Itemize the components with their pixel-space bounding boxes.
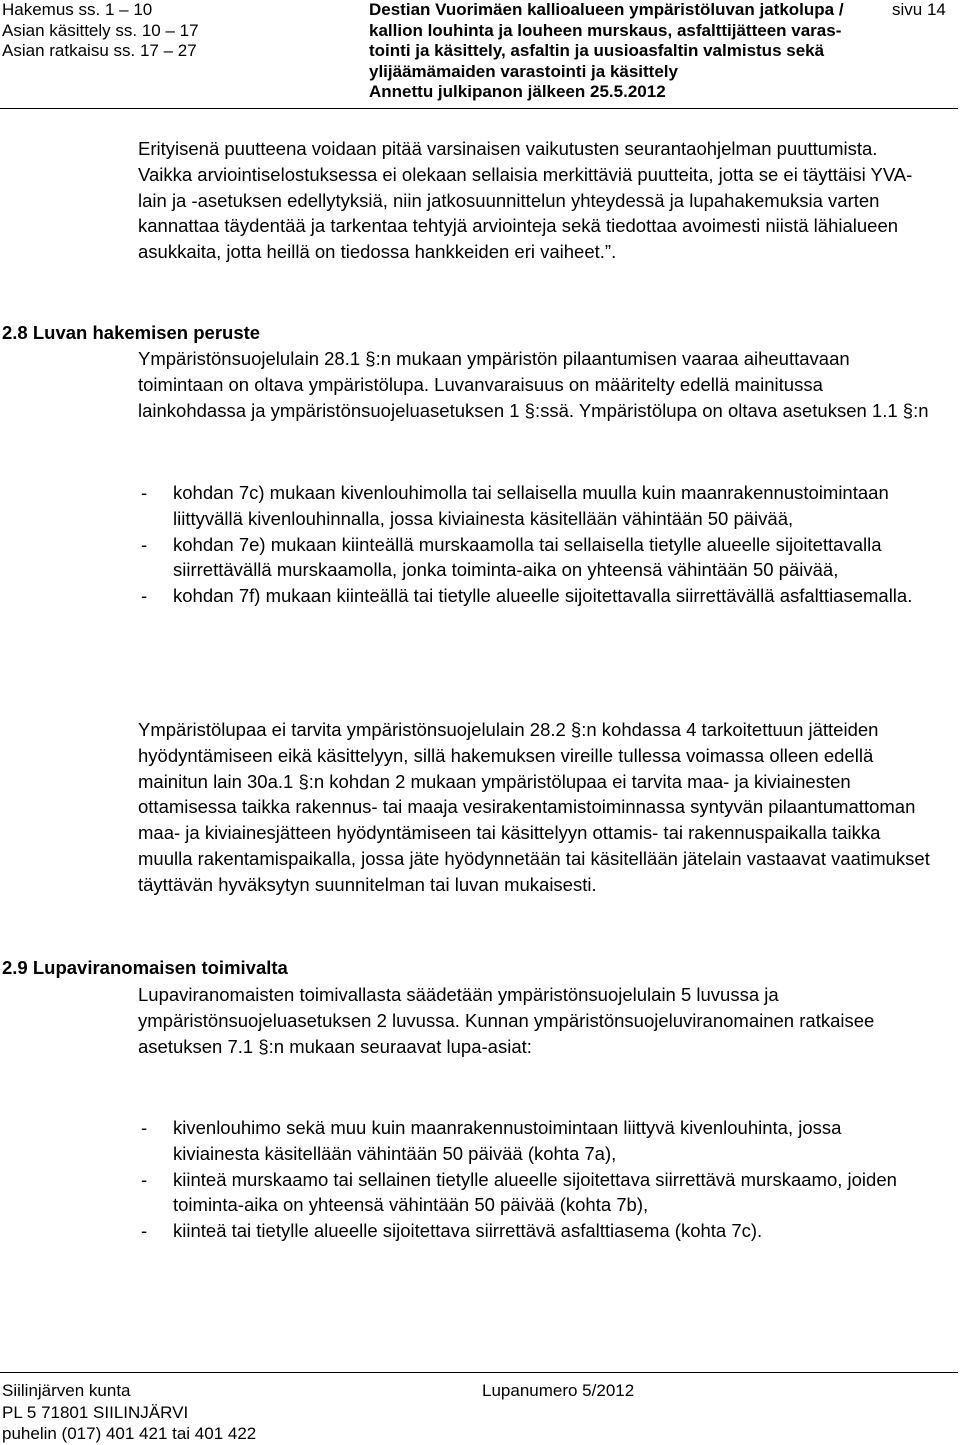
- section-2-8-paragraph: Ympäristönsuojelulain 28.1 §:n mukaan ympäristön pilaantumisen vaaraa aiheuttavaan toimintaan on oltava ympäristölupa. Luvanvaraisuus on määritelty edellä mainitussa lainkohdassa ja ympäristönsuojeluasetuksen 1 §:ssä. Ympäristölupa on oltava asetuksen 1.1 §:n: [138, 348, 929, 421]
- section-heading-2-8: 2.8 Luvan hakemisen peruste: [2, 322, 261, 343]
- list-item: - kohdan 7e) mukaan kiinteällä murskaamolla tai sellaisella tietylle alueelle sijoitettavalla siirrettävällä murskaamolla, jonka toiminta-aika on yhteensä vähintään 50 päivää,: [138, 532, 934, 584]
- footer-address: [2, 1380, 256, 1445]
- header-title-line: tointi ja käsittely, asfaltin ja uusioasfaltin valmistus sekä: [369, 41, 825, 60]
- list-item: - kohdan 7f) mukaan kiinteällä tai tietylle alueelle sijoitettavalla siirrettävällä asfalttiasemalla.: [138, 583, 934, 609]
- intro-paragraph: Erityisenä puutteena voidaan pitää varsinaisen vaikutusten seurantaohjelman puuttumista. Vaikka arviointiselostuksessa ei olekaan sellaisia merkittäviä puutteita, jotta se ei täyttäisi YVA-lain ja -asetuksen edellytyksiä, niin jatkosuunnittelun yhteydessä ja lupahakemuksia varten kannattaa täydentää ja tarkentaa tehtyjä arviointeja sekä tiedottaa avoimesti niistä lähialueen asukkaita, jotta heillä on tiedossa hankkeiden eri vaiheet.”.: [138, 138, 913, 263]
- section-2-9-list-block: [138, 1115, 928, 1244]
- header-index-line: Hakemus ss. 1 – 10: [2, 0, 153, 19]
- footer-divider: [0, 1372, 958, 1373]
- section-2-9-paragraph-block: [138, 982, 934, 1059]
- header-title-line: ylijäämämaiden varastointi ja käsittely: [369, 61, 678, 81]
- page-number: sivu 14: [892, 0, 946, 19]
- section-2-8-list: [138, 480, 934, 609]
- header-title-line: Annettu julkipanon jälkeen 25.5.2012: [369, 82, 666, 101]
- header-title-line: kallion louhinta ja louheen murskaus, asfalttijätteen varas-: [369, 20, 842, 40]
- list-item: - kohdan 7c) mukaan kivenlouhimolla tai sellaisella muulla kuin maanrakennustoimintaan liittyvällä kivenlouhinnalla, jossa kiviainesta käsitellään vähintään 50 päivää,: [138, 480, 934, 532]
- section-2-8-paragraph-2: Ympäristölupaa ei tarvita ympäristönsuojelulain 28.2 §:n kohdassa 4 tarkoitettuun jätteiden hyödyntämiseen eikä käsittelyyn, sillä hakemuksen vireille tullessa voimassa olleen edellä mainitun lain 30a.1 §:n kohdan 2 mukaan ympäristölupaa ei tarvita maa- ja kiviainesten ottamisessa taikka rakennus- tai maaja vesirakentamistoiminnassa syntyvän pilaantumattoman maa- ja kiviainesjätteen hyödyntämiseen tai käsittelyyn ottamis- tai rakennuspaikalla taikka muulla rakentamispaikalla, jossa jäte hyödynnetään tai käsitellään jätelain vastaavat vaatimukset täyttävän hyväksytyn suunnitelman tai luvan mukaisesti.: [138, 719, 930, 895]
- header-section-index: [2, 0, 199, 62]
- header-index-line: Asian käsittely ss. 10 – 17: [2, 20, 199, 40]
- list-item: - kiinteä tai tietylle alueelle sijoitettava siirrettävä asfalttiasema (kohta 7c).: [138, 1218, 928, 1244]
- footer-address-line: puhelin (017) 401 421 tai 401 422: [2, 1424, 257, 1443]
- intro-paragraph-block: [138, 136, 932, 265]
- header-index-line: Asian ratkaisu ss. 17 – 27: [2, 41, 197, 60]
- footer-permit-number: Lupanumero 5/2012: [482, 1381, 635, 1400]
- footer-address-line: Siilinjärven kunta: [2, 1381, 131, 1400]
- section-2-8-paragraph-2-block: [138, 717, 932, 898]
- header-title-line: Destian Vuorimäen kallioalueen ympäristöluvan jatkolupa /: [369, 0, 844, 19]
- header-document-title: [369, 0, 889, 103]
- section-2-9-paragraph: Lupaviranomaisten toimivallasta säädetään ympäristönsuojelulain 5 luvussa ja ympäristönsuojeluasetuksen 2 luvussa. Kunnan ympäristönsuojeluviranomainen ratkaisee asetuksen 7.1 §:n mukaan seuraavat lupa-asiat:: [138, 984, 875, 1057]
- list-item: - kiinteä murskaamo tai sellainen tietylle alueelle sijoitettava siirrettävä murskaamo, joiden toiminta-aika on yhteensä vähintään 50 päivää (kohta 7b),: [138, 1167, 928, 1219]
- section-2-8-list-block: [138, 480, 934, 609]
- footer-address-line: PL 5 71801 SIILINJÄRVI: [2, 1402, 189, 1422]
- list-item: - kivenlouhimo sekä muu kuin maanrakennustoimintaan liittyvä kivenlouhinta, jossa kiviainesta käsitellään vähintään 50 päivää (kohta 7a),: [138, 1115, 928, 1167]
- section-heading-2-9: 2.9 Lupaviranomaisen toimivalta: [2, 957, 288, 978]
- section-2-9-list: [138, 1115, 928, 1244]
- header-divider: [0, 108, 958, 109]
- page-header: [0, 0, 960, 110]
- section-2-8-paragraph-block: [138, 346, 934, 423]
